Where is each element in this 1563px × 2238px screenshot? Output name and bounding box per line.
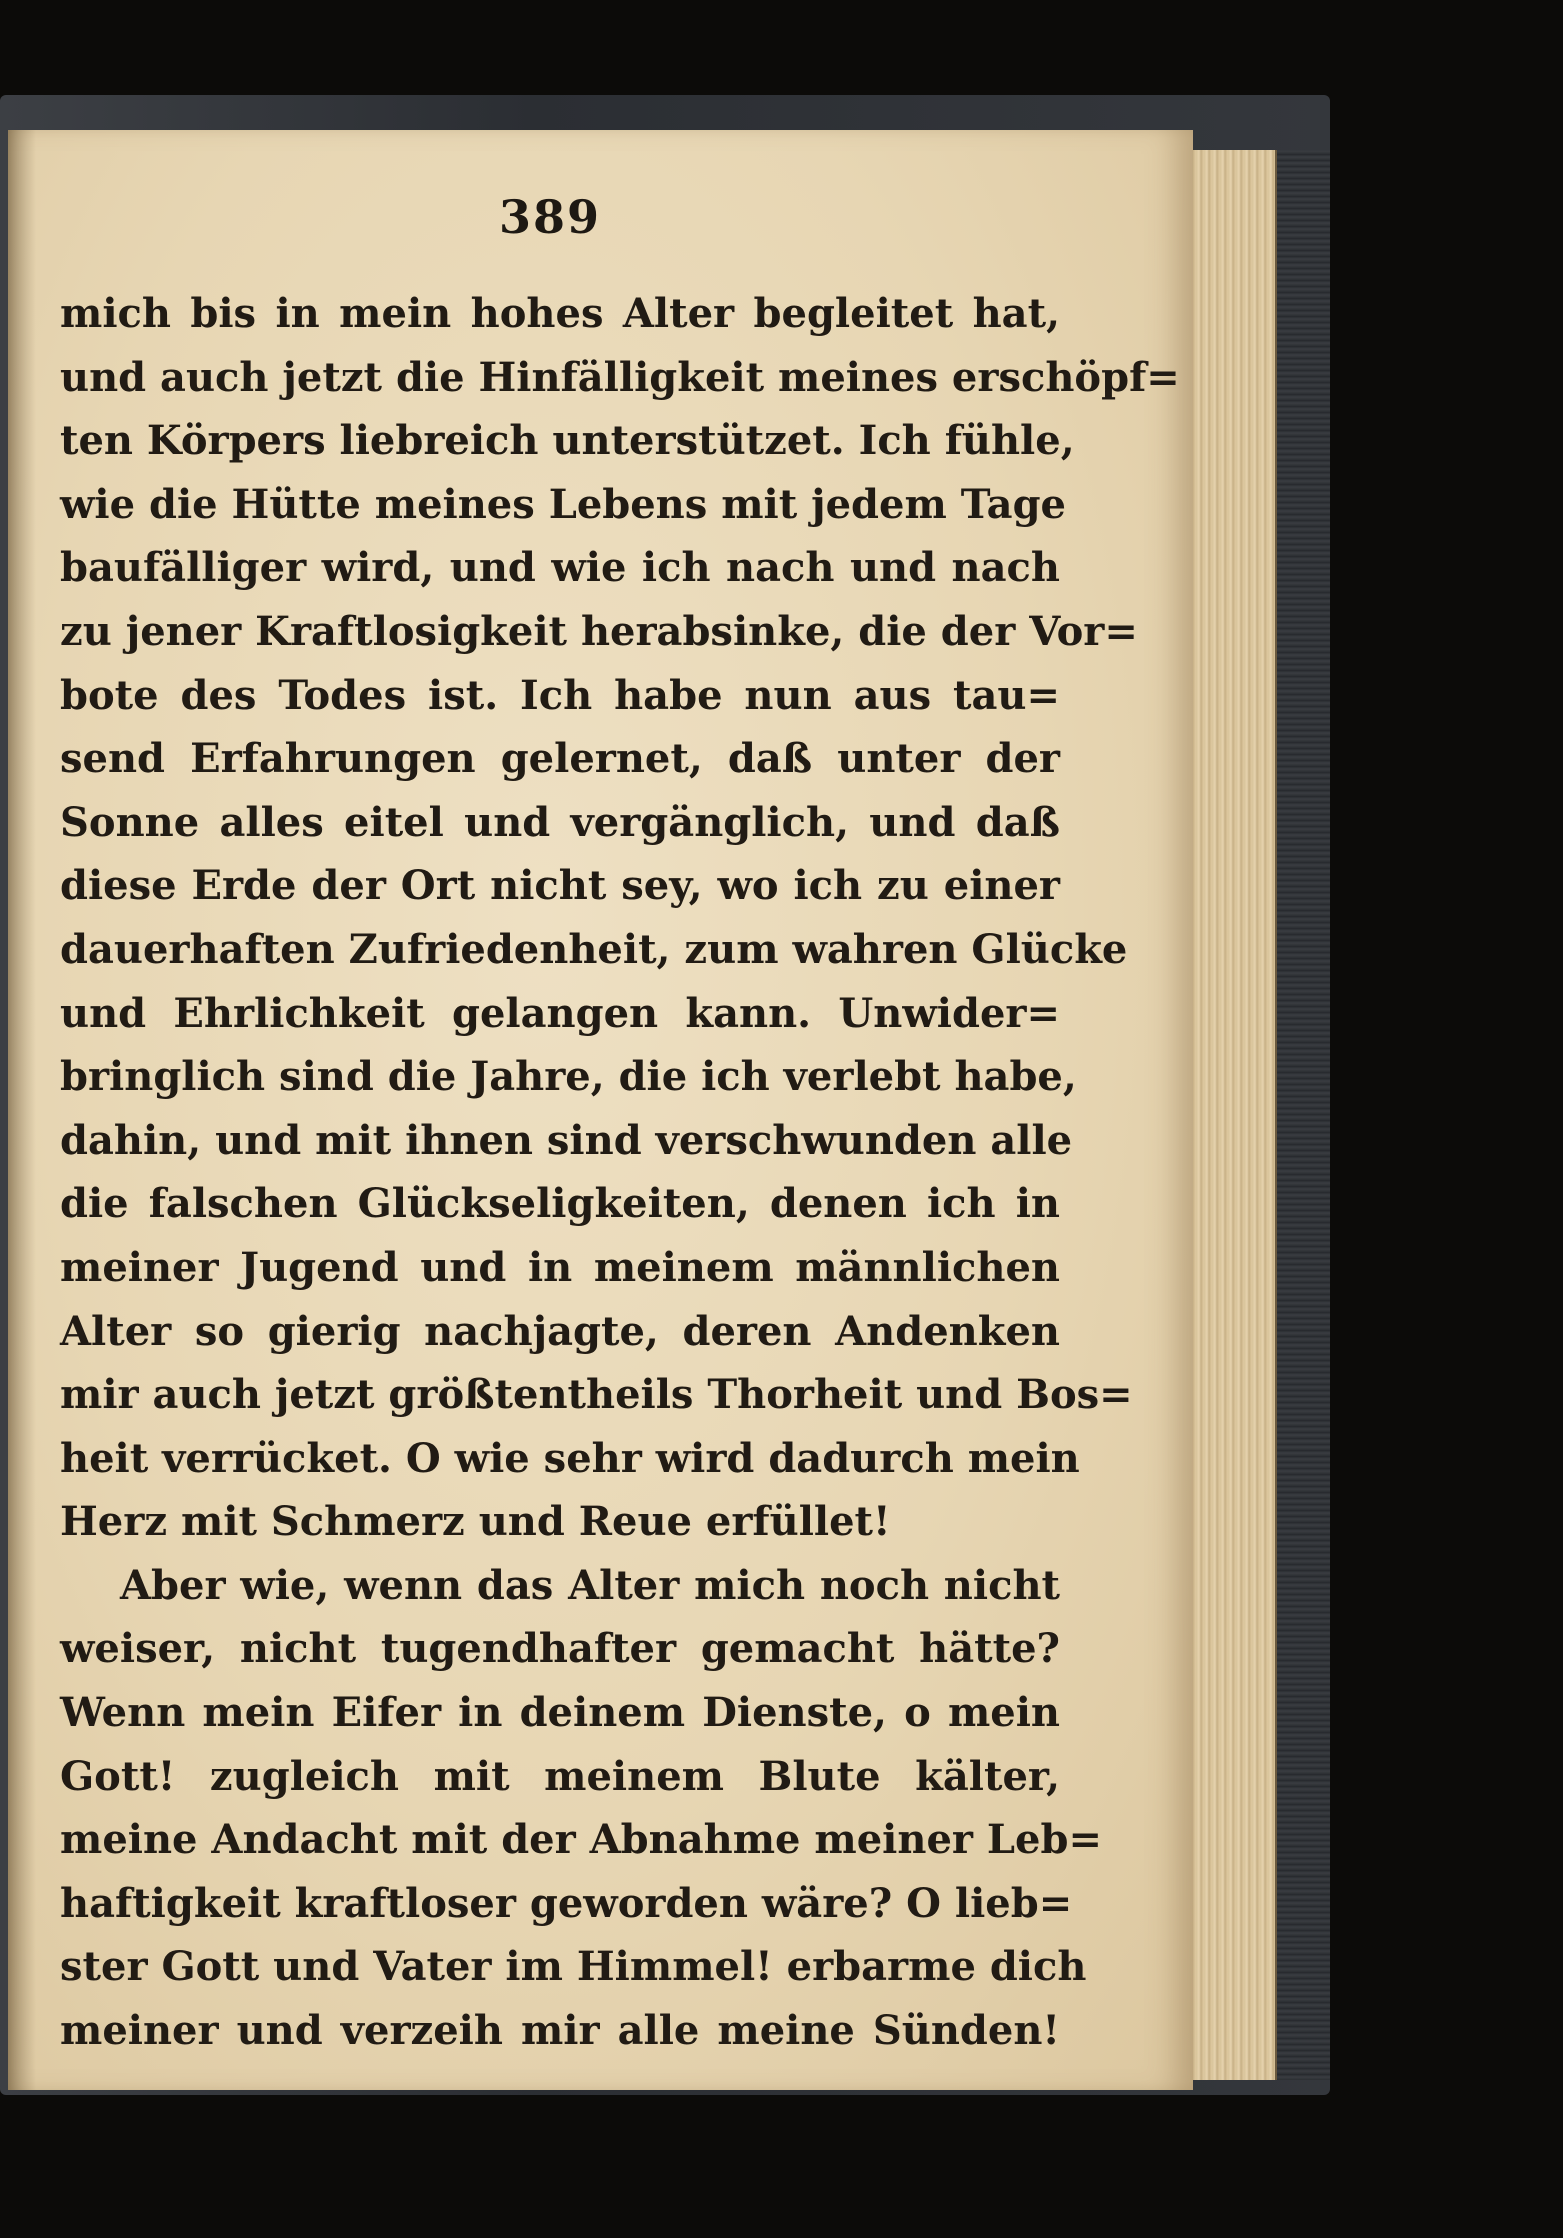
text-line: Herz mit Schmerz und Reue erfüllet! [60,1498,891,1546]
text-line: send Erfahrungen gelernet, daß unter der [60,735,1060,783]
text-line: haftigkeit kraftloser geworden wäre? O lieb= [60,1879,1073,1927]
text-line: mich bis in mein hohes Alter begleitet hat, [60,290,1060,337]
text-line: ten Körpers liebreich unterstützet. Ich fühle, [60,417,1075,465]
text-line: heit verrücket. O wie sehr wird dadurch mein [60,1434,1080,1482]
text-line: zu jener Kraftlosigkeit herabsinke, die der Vor= [60,607,1138,655]
text-line: weiser, nicht tugendhafter gemacht hätte? [60,1625,1060,1673]
text-line: Wenn mein Eifer in deinem Dienste, o mein [60,1689,1060,1737]
text-line: meiner und verzeih mir alle meine Sünden! [60,2007,1060,2055]
page-number: 389 [498,190,602,244]
text-line: bote des Todes ist. Ich habe nun aus tau= [60,671,1060,719]
text-line: bringlich sind die Jahre, die ich verlebt habe, [60,1053,1077,1101]
page-edges [1180,150,1277,2080]
body-text [60,282,1180,2063]
text-line: und Ehrlichkeit gelangen kann. Unwider= [60,989,1060,1037]
text-line: meiner Jugend und in meinem männlichen [60,1243,1060,1291]
text-line: Alter so gierig nachjagte, deren Andenken [60,1307,1060,1355]
text-line: baufälliger wird, und wie ich nach und nach [60,544,1060,592]
text-line: ster Gott und Vater im Himmel! erbarme dich [60,1943,1087,1991]
text-line: mir auch jetzt größtentheils Thorheit und Bos= [60,1371,1133,1419]
text-line: dahin, und mit ihnen sind verschwunden alle [60,1116,1073,1164]
text-line: Aber wie, wenn das Alter mich noch nicht [120,1561,1060,1609]
text-line: wie die Hütte meines Lebens mit jedem Tage [60,480,1066,528]
text-line: die falschen Glückseligkeiten, denen ich in [60,1180,1060,1228]
text-line: Sonne alles eitel und vergänglich, und daß [60,798,1060,846]
text-line: diese Erde der Ort nicht sey, wo ich zu einer [60,862,1060,910]
text-line: und auch jetzt die Hinfälligkeit meines erschöpf= [60,353,1180,401]
text-line: dauerhaften Zufriedenheit, zum wahren Glücke [60,925,1128,973]
book-cover-edge [1268,150,1330,2080]
text-line: meine Andacht mit der Abnahme meiner Leb= [60,1816,1102,1864]
gutter-shadow [8,130,36,2090]
text-line: Gott! zugleich mit meinem Blute kälter, [60,1752,1060,1800]
